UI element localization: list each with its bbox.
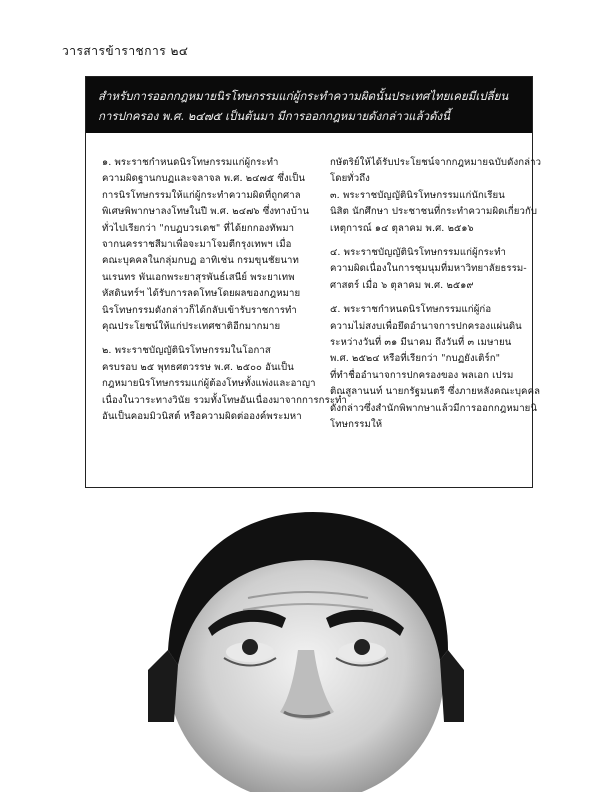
paragraph-gap	[330, 237, 520, 245]
text-line: จากนครราชสีมาเพื่อจะมาโจมตีกรุงเทพฯ เมื่อ	[102, 239, 292, 251]
text-line: ระหว่างวันที่ ๓๑ มีนาคม ถึงวันที่ ๓ เมษายน	[330, 337, 512, 349]
text-line: ครบรอบ ๒๕ พุทธศตวรรษ พ.ศ. ๒๕๐๐ อันเป็น	[102, 361, 294, 373]
running-head: วารสารข้าราชการ ๒๔	[62, 44, 189, 58]
text-line: เหตุการณ์ ๑๔ ตุลาคม พ.ศ. ๒๕๑๖	[330, 222, 474, 234]
left-column	[102, 155, 347, 477]
text-line: กฎหมายนิรโทษกรรมแก่ผู้ต้องโทษทั้งแพ่งและอาญา	[102, 378, 316, 390]
text-line: โทษกรรมให้	[330, 419, 383, 431]
text-line: ทั่วไปเรียกว่า "กบฏบวรเดช" ที่ได้ยกกองทัพมา	[102, 222, 295, 234]
article-columns	[102, 155, 542, 477]
text-line: นิสิต นักศึกษา ประชาชนที่กระทำความผิดเกี่ยวกับ	[330, 206, 538, 218]
intro-banner	[86, 77, 532, 133]
text-line: ๒. พระราชบัญญัตินิรโทษกรรมในโอกาส	[102, 345, 271, 357]
text-line: เนื่องในวาระทางวินัย รวมทั้งโทษอันเนื่องมาจากการกระทำ	[102, 394, 347, 406]
text-line: ที่ทำชื่ออำนาจการปกครองของ พลเอก เปรม	[330, 369, 514, 381]
paragraph-gap	[330, 294, 520, 302]
text-line: กษัตริย์ให้ได้รับประโยชน์จากกฎหมายฉบับดังกล่าว	[330, 157, 542, 168]
text-line: คณะบุคคลในกลุ่มกบฏ อาทิเช่น กรมขุนชัยนาท	[102, 255, 299, 267]
text-line: ๑. พระราชกำหนดนิรโทษกรรมแก่ผู้กระทำ	[102, 157, 279, 168]
text-line: คุณประโยชน์ให้แก่ประเทศชาติอีกมากมาย	[102, 321, 281, 333]
text-line: โดยทั่วถึง	[330, 173, 370, 185]
text-line: หัสดินทร์ฯ ได้รับการลดโทษโดยผลของกฎหมาย	[102, 288, 301, 300]
text-line: ความไม่สงบเพื่อยึดอำนาจการปกครองแผ่นดิน	[330, 320, 522, 332]
text-line: ศาสตร์ เมื่อ ๖ ตุลาคม พ.ศ. ๒๕๑๙	[330, 279, 474, 291]
text-line: ๕. พระราชกำหนดนิรโทษกรรมแก่ผู้ก่อ	[330, 304, 492, 316]
text-line: นเรนทร พันเอกพระยาสุรพันธ์เสนีย์ พระยาเทพ	[102, 271, 295, 283]
right-column	[330, 155, 542, 477]
text-line: พิเศษพิพากษาลงโทษในปี พ.ศ. ๒๔๗๖ ซึ่งทางบ้าน	[102, 206, 310, 218]
face-photo-icon	[148, 500, 464, 722]
text-line: ติณสูลานนท์ นายกรัฐมนตรี ซึ่งภายหลังคณะบุคคล	[330, 386, 541, 398]
article-box	[85, 76, 542, 488]
text-line: อันเป็นคอมมิวนิสต์ หรือความผิดต่อองค์พระมหา	[102, 411, 302, 423]
banner-line: การปกครอง พ.ศ. ๒๔๗๕ เป็นต้นมา มีการออกกฎหมายดังกล่าวแล้วดังนี้	[98, 109, 451, 123]
face-photo	[148, 500, 464, 722]
text-line: ดังกล่าวซึ่งสำนักพิพากษาแล้วมีการออกกฎหมายนิ	[330, 402, 538, 414]
text-line: ๔. พระราชบัญญัตินิรโทษกรรมแก่ผู้กระทำ	[330, 247, 506, 259]
paragraph-gap	[102, 335, 314, 343]
text-line: ความผิดฐานกบฏและจลาจล พ.ศ. ๒๔๗๕ ซึ่งเป็น	[102, 173, 305, 185]
text-line: ๓. พระราชบัญญัตินิรโทษกรรมแก่นักเรียน	[330, 189, 505, 201]
text-line: ความผิดเนื่องในการชุมนุมที่มหาวิทยาลัยธรรม-	[330, 263, 527, 275]
banner-line: สำหรับการออกกฎหมายนิรโทษกรรมแก่ผู้กระทำความผิดนั้นประเทศไทยเคยมีเปลี่ยน	[98, 89, 509, 103]
text-line: พ.ศ. ๒๕๒๔ หรือที่เรียกว่า "กบฏยังเติร์ก"	[330, 353, 501, 365]
text-line: นิรโทษกรรมดังกล่าวก็ได้กลับเข้ารับราชการทำ	[102, 304, 297, 316]
text-line: การนิรโทษกรรมให้แก่ผู้กระทำความผิดที่ถูกศาล	[102, 189, 301, 201]
